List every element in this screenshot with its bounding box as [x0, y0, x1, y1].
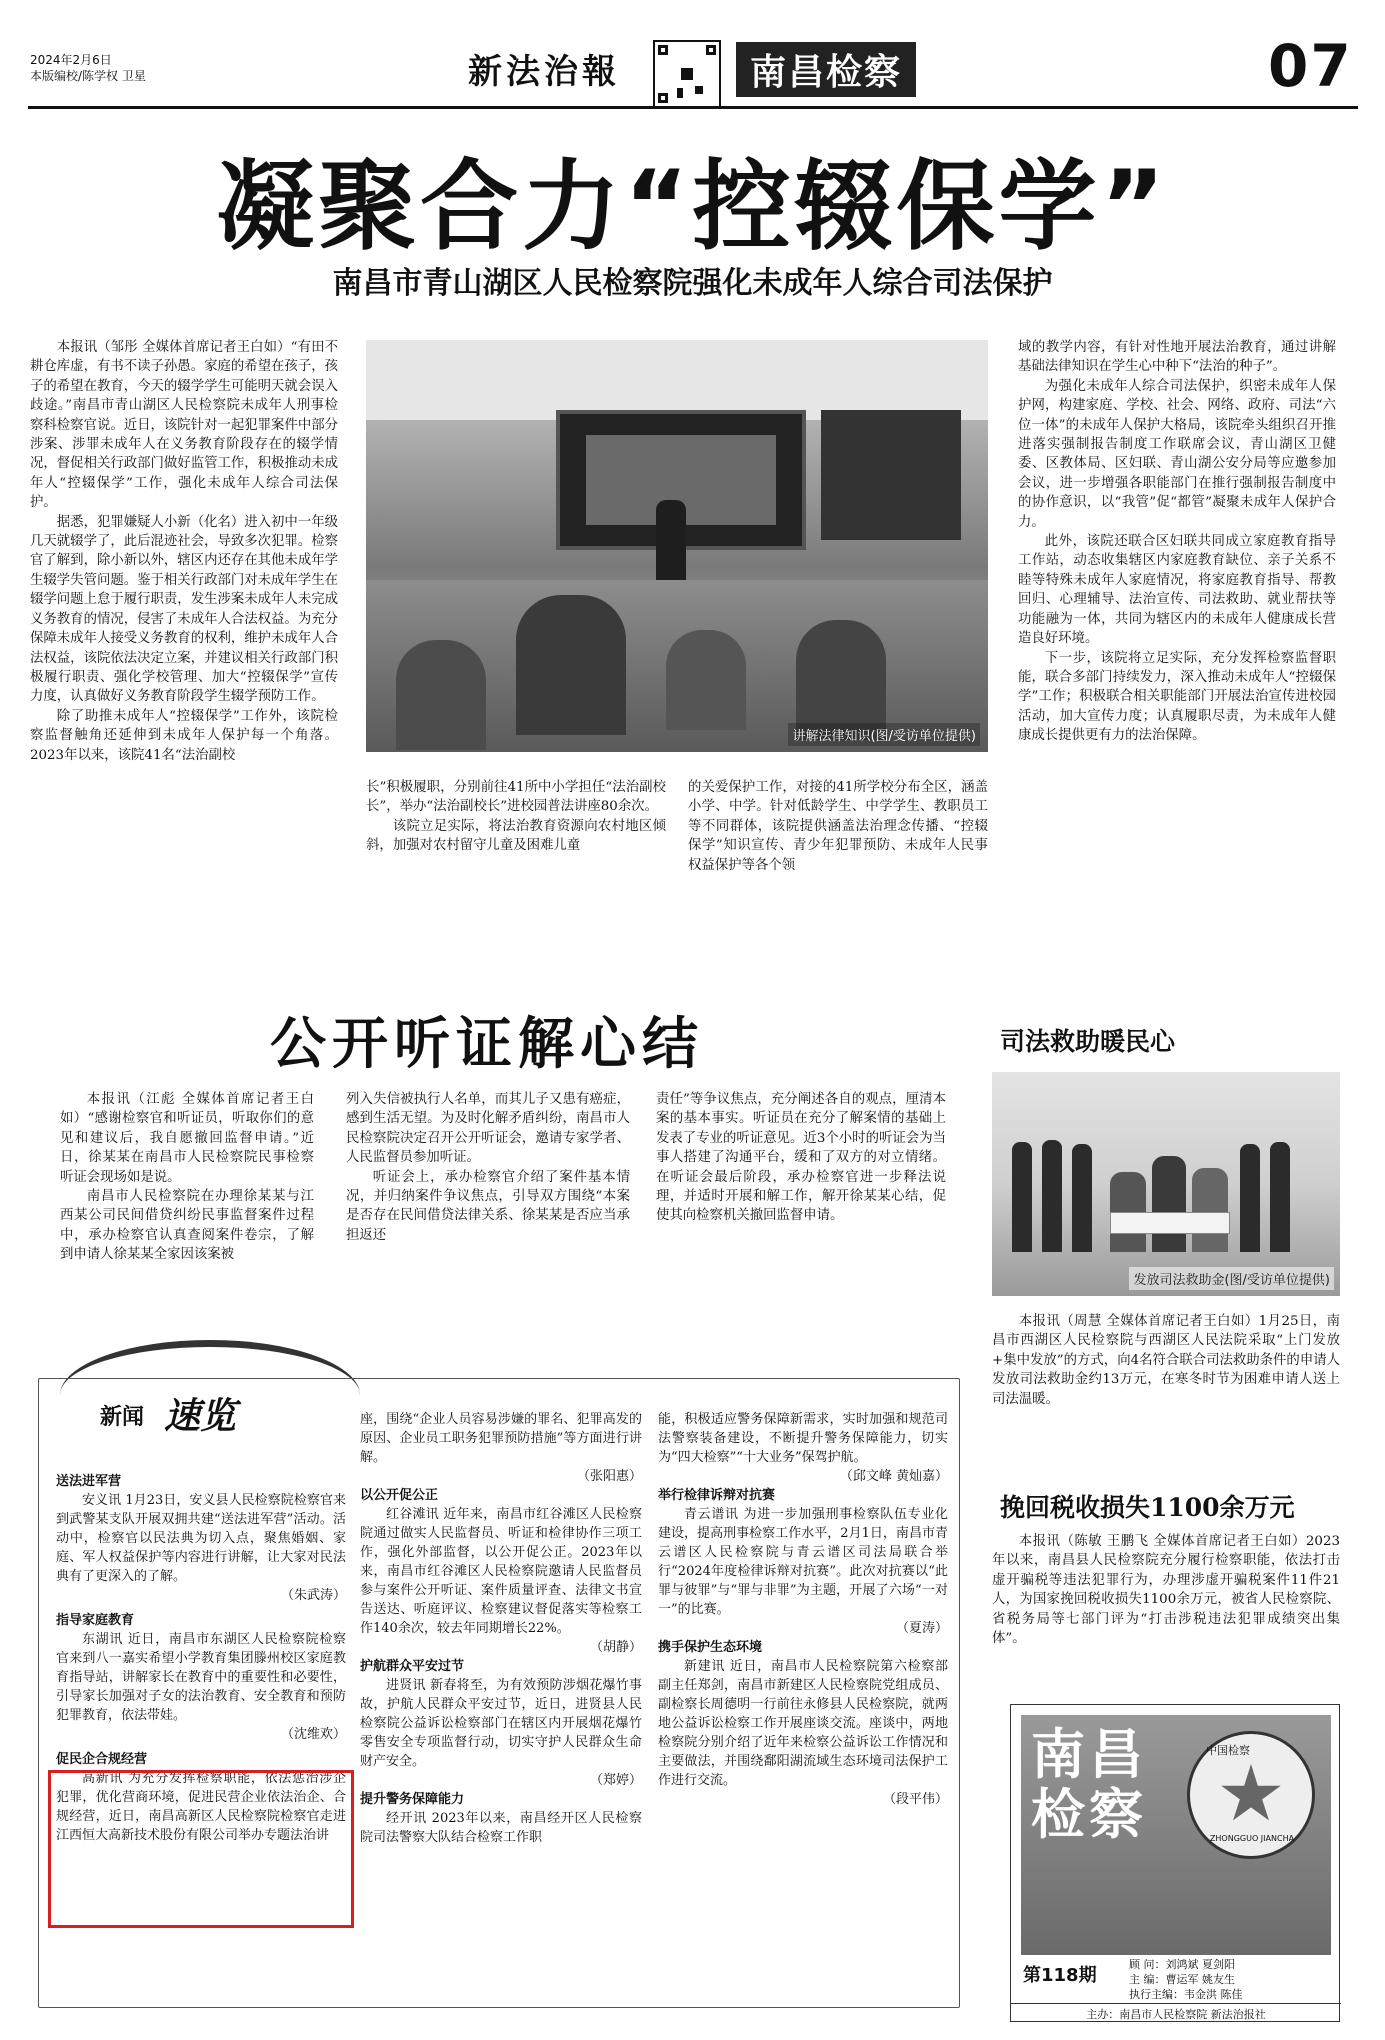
roundup-column-1: 送法进军营 安义讯 1月23日，安义县人民检察院检察官来到武警某支队开展双拥共建“送法进军营”活动。活动中，检察官以民法典为切入点，聚焦婚姻、家庭、军人权益保护等内容进行讲解，让大家对民法典有了更深入的了解。 （朱武涛） 指导家庭教育 东湖讯 近日，南昌市东湖区人民检察院检察官来到八一嘉实希望小学教育集团滕州校区家庭教育指导站，讲解家长在教育中的重要性和必要性，引导家长加强对子女的法治教育、安全教育和预防犯罪教育，依法带娃。 （沈维欢） 促民企合规经营 高新讯 为充分发挥检察职能，依法惩治涉企犯罪，优化营商环境，促进民营企业依法治企、合规经营，近日，南昌高新区人民检察院检察官走进江西恒大高新技术股份有限公司举办专题法治讲: [56, 1474, 346, 1843]
column-masthead-title: 南昌检察: [1031, 1723, 1147, 1846]
section-name: 南昌检察: [736, 42, 916, 97]
roundup-label-news: 新闻: [100, 1405, 145, 1430]
tax-body: 本报讯（陈敏 王鹏飞 全媒体首席记者王白如）2023年以来，南昌县人民检察院充分履行检察职能，依法打击虚开骗税等违法犯罪行为，办理涉虚开骗税案件11件21人，为国家挽回税收损失1100余万元，被省人民检察院、省税务局等七部门评为“打击涉税违法犯罪成绩突出集体”。: [992, 1534, 1340, 1647]
column-issue: 第118期: [1023, 1965, 1097, 1986]
column-masthead-box: [1010, 1704, 1340, 2022]
hearing-column-3: 责任”等争议焦点，充分阐述各自的观点，厘清本案的基本事实。听证员在充分了解案情的基础上发表了专业的听证意见。近3个小时的听证会为当事人搭建了沟通平台，缓和了双方的对立情绪。在听证会最后阶段，承办检察官进一步释法说理，并适时开展和解工作，解开徐某某心结，促使其向检察机关撤回监督申请。: [656, 1092, 946, 1224]
relief-photo-caption: 发放司法救助金(图/受访单位提供): [1129, 1267, 1334, 1290]
masthead-date: 2024年2月6日 本版编校/陈学权 卫星: [30, 53, 146, 83]
hearing-column-2: 列入失信被执行人名单，而其儿子又患有癌症，感到生活无望。为及时化解矛盾纠纷，南昌市人民检察院决定召开公开听证会，邀请专家学者、人民监督员参加听证。 听证会上，承办检察官介绍了案件基本情况，并归纳案件争议焦点，引导双方围绕“本案是否存在民间借贷法律关系、徐某某是否应当承担返还: [346, 1092, 630, 1243]
lead-column-2: 长”积极履职，分别前往41所中小学担任“法治副校长”，举办“法治副校长”进校园普法讲座80余次。 该院立足实际，将法治教育资源向农村地区倾斜，加强对农村留守儿童及困难儿童: [366, 780, 666, 854]
relief-photo: [992, 1072, 1340, 1296]
lead-subhead: 南昌市青山湖区人民检察院强化未成年人综合司法保护: [332, 266, 1053, 301]
roundup-label-speed: 速览: [164, 1396, 237, 1437]
paper-name: 新法治報: [468, 52, 620, 92]
lead-photo-caption: 讲解法律知识(图/受访单位提供): [788, 723, 980, 746]
page-number: 07: [1268, 32, 1353, 100]
column-sponsor: 主办：南昌市人民检察院 新法治报社: [1011, 2003, 1341, 2022]
roundup-column-3: 能，积极适应警务保障新需求，实时加强和规范司法警察装备建设，不断提升警务保障能力，切实为“四大检察”“十大业务”保驾护航。 （邱文峰 黄灿嘉） 举行检律诉辩对抗赛 青云谱讯 为进一步加强刑事检察队伍专业化建设，提高刑事检察工作水平，2月1日，南昌市青云谱区人民检察院与青云谱区司法局联合举行“2024年度检律诉辩对抗赛”。此次对抗赛以“此罪与彼罪”与“罪与非罪”为主题，开展了六场“一对一”的比赛。 （夏涛） 携手保护生态环境 新建讯 近日，南昌市人民检察院第六检察部副主任郑剑，南昌市新建区人民检察院党组成员、副检察长周德明一行前往永修县人民检察院，就两地公益诉讼检察工作开展座谈交流。座谈中，两地检察院分别介绍了近年来检察公益诉讼工作情况和主要做法，并围绕鄱阳湖流域生态环境司法保护工作进行交流。 （段平伟）: [658, 1412, 948, 1807]
roundup-column-2: 座，围绕“企业人员容易涉嫌的罪名、犯罪高发的原因、企业员工职务犯罪预防措施”等方面进行讲解。 （张阳惠） 以公开促公正 红谷滩讯 近年来，南昌市红谷滩区人民检察院通过做实人民监督员、听证和检律协作三项工作，强化外部监督，以公开促公正。2023年以来，南昌市红谷滩区人民检察院邀请人民监督员参与案件公开听证、案件质量评查、法律文书宣告送达、听庭评议、检察建议督促落实等检察工作140余次，较去年同期增长22%。 （胡静） 护航群众平安过节 进贤讯 新春将至，为有效预防涉烟花爆竹事故，护航人民群众平安过节，近日，进贤县人民检察院公益诉讼检察部门在辖区内开展烟花爆竹零售安全专项监督行动，切实守护人民群众生命财产安全。 （郑婷） 提升警务保障能力 经开讯 2023年以来，南昌经开区人民检察院司法警察大队结合检察工作职: [360, 1412, 642, 1845]
tax-headline: 挽回税收损失1100余万元: [1000, 1493, 1295, 1522]
lead-photo-classroom: [366, 340, 988, 752]
procuratorate-emblem-icon: 中国检察 ZHONGGUO JIANCHA: [1187, 1731, 1315, 1859]
masthead-rule: [28, 106, 1358, 109]
lead-column-3: 的关爱保护工作，对接的41所学校分布全区，涵盖小学、中学。针对低龄学生、中学学生、教职员工等不同群体，该院提供涵盖法治理念传播、“控辍保学”知识宣传、青少年犯罪预防、未成年人民事权益保护等各个领: [688, 780, 988, 873]
qr-code-icon: [653, 40, 721, 108]
lead-headline: 凝聚合力“控辍保学”: [216, 150, 1169, 264]
lead-column-4: 域的教学内容，有针对性地开展法治教育，通过讲解基础法律知识在学生心中种下“法治的种子”。 为强化未成年人综合司法保护，织密未成年人保护网，构建家庭、学校、社会、网络、政府、司法“六位一体”的未成年人保护大格局，该院牵头组织召开推进落实强制报告制度工作联席会议，青山湖区卫健委、区教体局、区妇联、青山湖公安分局等应邀参加会议，进一步增强各职能部门在推行强制报告制度中的协作意识，以“我管”促“都管”凝聚未成年人保护合力。 此外，该院还联合区妇联共同成立家庭教育指导工作站，动态收集辖区内家庭教育缺位、亲子关系不睦等特殊未成年人家庭情况，将家庭教育指导、帮教回归、心理辅导、法治宣传、司法救助、就业帮扶等功能融为一体，共同为辖区内的未成年人健康成长营造良好环境。 下一步，该院将立足实际，充分发挥检察监督职能，联合多部门持续发力，深入推动未成年人“控辍保学”工作；积极联合相关职能部门开展法治宣传进校园活动，加大宣传力度；认真履职尽责，为未成年人健康成长提供更有力的法治保障。: [1018, 340, 1336, 744]
relief-body: 本报讯（周慧 全媒体首席记者王白如）1月25日，南昌市西湖区人民检察院与西湖区人民法院采取“上门发放+集中发放”的方式，向4名符合联合司法救助条件的申请人发放司法救助金约13万元，在寒冬时节为困难申请人送上司法温暖。: [992, 1314, 1340, 1407]
hearing-headline: 公开听证解心结: [270, 1011, 704, 1077]
hearing-column-1: 本报讯（江彪 全媒体首席记者王白如）“感谢检察官和听证员，听取你们的意见和建议后，我自愿撤回监督申请。”近日，徐某某在南昌市人民检察院民事检察听证会现场如是说。 南昌市人民检察院在办理徐某某与江西某公司民间借贷纠纷民事监督案件过程中，承办检察官认真查阅案件卷宗，了解到申请人徐某某全家因该案被: [60, 1092, 314, 1263]
column-staff: 顾 问：刘鸿斌 夏剑阳 主 编：曹运军 姚友生 执行主编：韦金洪 陈佳: [1129, 1958, 1243, 2001]
highlight-box-family-education: [48, 1770, 354, 1928]
relief-headline: 司法救助暖民心: [1000, 1027, 1176, 1056]
lead-column-1: 本报讯（邹彤 全媒体首席记者王白如）“有田不耕仓库虚，有书不读子孙愚。家庭的希望在孩子，孩子的希望在教育，今天的辍学学生可能明天就会误入歧途。”南昌市青山湖区人民检察院未成年人刑事检察科检察官说。近日，该院针对一起犯罪案件中部分涉案、涉罪未成年人在义务教育阶段存在的辍学情况，督促相关行政部门做好监管工作，积极推动未成年人“控辍保学”工作，强化未成年人综合司法保护。 据悉，犯罪嫌疑人小新（化名）进入初中一年级几天就辍学了，此后混迹社会，导致多次犯罪。检察官了解到，除小新以外，辖区内还存在其他未成年学生辍学失管问题。鉴于相关行政部门对未成年学生在辍学问题上怠于履行职责，发生涉案未成年人未完成义务教育的情况，侵害了未成年人合法权益。为充分保障未成年人接受义务教育的权利，维护未成年人合法权益，该院依法决定立案，并建议相关行政部门积极履行职责、强化学校管理、加大“控辍保学”宣传力度，认真做好义务教育阶段学生辍学预防工作。 除了助推未成年人“控辍保学”工作外，该院检察监督触角还延伸到未成年人保护每一个角落。2023年以来，该院41名“法治副校: [30, 340, 338, 763]
